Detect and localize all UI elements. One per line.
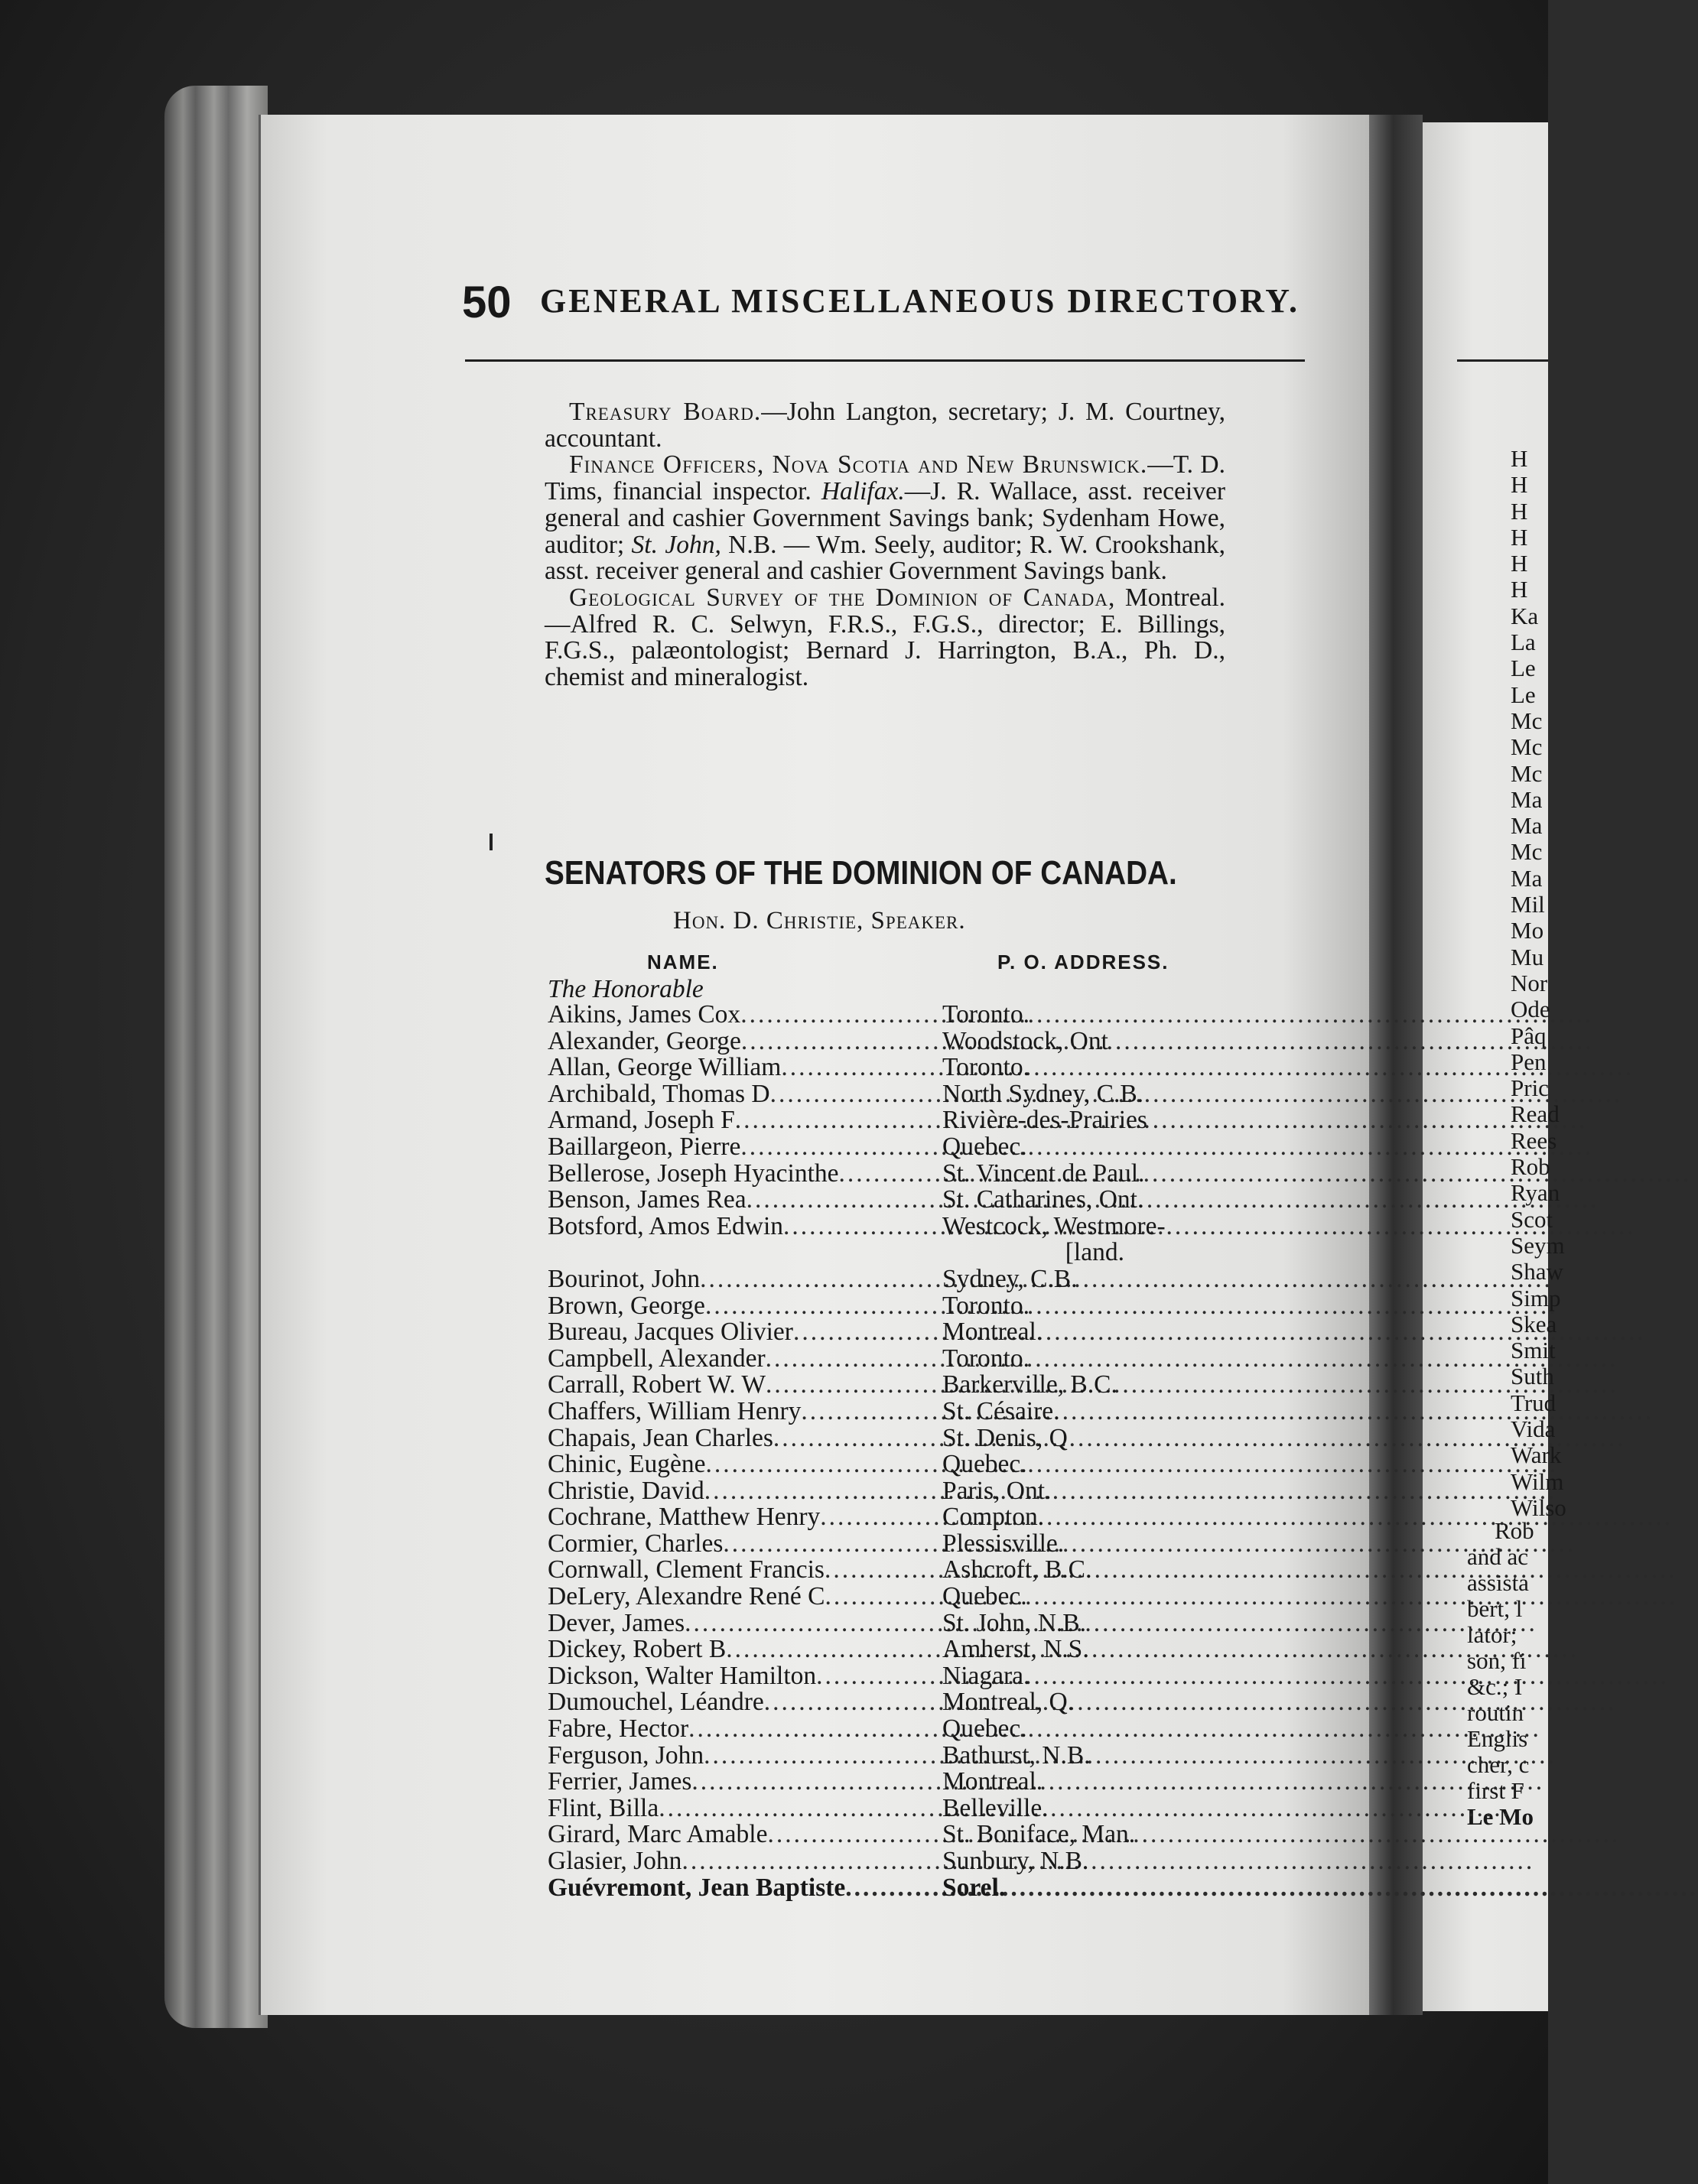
- senator-name: [548, 1584, 942, 1610]
- senator-name-text: Guévremont, Jean Baptiste: [548, 1873, 846, 1902]
- senator-address: Belleville.: [942, 1793, 1049, 1822]
- leader-dots: [659, 1793, 1511, 1822]
- senator-name-text: Brown, George: [548, 1291, 705, 1320]
- right-page-text-fragment: routin: [1467, 1699, 1524, 1726]
- senators-list: [548, 1002, 1236, 1901]
- senator-name-text: Baillargeon, Pierre: [548, 1132, 741, 1161]
- right-page-name-fragment: Wilm: [1511, 1467, 1564, 1495]
- senators-section-title: SENATORS OF THE DOMINION OF CANADA.: [545, 854, 1177, 892]
- senator-name-text: Dumouchel, Léandre: [548, 1688, 764, 1717]
- treasury-board-paragraph: [545, 399, 1225, 452]
- leader-dots: [726, 1636, 1579, 1663]
- finance-officers-text-c: N.B. — Wm. Seely, auditor; R. W. Crookshank, asst. receiver general and cashier Government Savings bank.: [545, 530, 1225, 586]
- senator-name: [548, 1504, 942, 1531]
- senator-name: [548, 1769, 942, 1796]
- right-page-name-fragment: La: [1511, 629, 1536, 656]
- senator-name-text: Chinic, Eugène: [548, 1450, 706, 1479]
- right-page-name-fragment: Suth: [1511, 1363, 1554, 1390]
- senator-address: Sunbury, N.B.: [942, 1847, 1089, 1875]
- senator-name: [548, 1610, 942, 1637]
- senator-entry: [548, 1504, 1236, 1531]
- geological-survey-text: Montreal.—Alfred R. C. Selwyn, F.R.S., F.G.S., director; E. Billings, F.G.S., palæontologist; Bernard J. Harrington, B.A., Ph. D., chemist and mineralogist.: [545, 583, 1225, 692]
- speaker-line: Hon. D. Christie, Speaker.: [673, 907, 966, 934]
- senator-address: Ashcroft, B.C.: [942, 1555, 1092, 1584]
- right-page-name-fragment: Seym: [1511, 1231, 1565, 1259]
- senator-entry: [548, 1161, 1236, 1188]
- senator-name: [548, 1134, 942, 1161]
- senator-name-text: Chapais, Jean Charles: [548, 1423, 773, 1452]
- leader-dots: [801, 1396, 1654, 1425]
- senator-address: Sorel.: [942, 1873, 1006, 1902]
- leader-dots: [681, 1848, 1534, 1875]
- right-page-name-fragment: Mc: [1511, 733, 1543, 761]
- right-page-text-fragment: Rob: [1495, 1517, 1534, 1544]
- right-page-name-fragment: Skea: [1511, 1310, 1557, 1337]
- senator-address: St. Denis, Q: [942, 1423, 1068, 1452]
- senator-name-text: Campbell, Alexander: [548, 1344, 766, 1373]
- column-header-name: NAME.: [647, 951, 719, 973]
- senator-name: [548, 1557, 942, 1584]
- right-page-name-fragment: Mu: [1511, 943, 1544, 970]
- senator-name: [548, 1478, 942, 1505]
- senator-name-text: Ferrier, James: [548, 1767, 692, 1796]
- senator-entry: [548, 1769, 1236, 1796]
- right-page-text-fragment: Le Mo: [1467, 1803, 1534, 1830]
- leader-dots: [766, 1372, 1618, 1399]
- senator-entry: [548, 1187, 1236, 1214]
- senator-entry: [548, 1240, 1236, 1266]
- senator-name-text: Dever, James: [548, 1608, 685, 1637]
- senator-name: [548, 1161, 942, 1188]
- senator-name: [548, 1425, 942, 1452]
- leader-dots: [735, 1107, 1588, 1134]
- senator-name-text: Fabre, Hector: [548, 1714, 689, 1744]
- right-page-name-fragment: Vida: [1511, 1415, 1556, 1442]
- senator-entry: [548, 1478, 1236, 1505]
- senator-name-text: Bourinot, John: [548, 1264, 701, 1293]
- senator-address: Niagara.: [942, 1661, 1030, 1690]
- treasury-board-text: —John Langton, secretary; J. M. Courtney, accountant.: [545, 398, 1225, 453]
- leader-dots: [685, 1610, 1537, 1637]
- right-page-name-fragment: Mc: [1511, 838, 1543, 866]
- right-page-text-fragment: cher, c: [1467, 1751, 1530, 1778]
- senator-name: [548, 1026, 942, 1055]
- senator-name-text: Dickson, Walter Hamilton: [548, 1661, 817, 1690]
- finance-officers-paragraph: [545, 452, 1225, 585]
- right-page-name-fragment: Trud: [1511, 1389, 1556, 1416]
- leader-dots: [688, 1716, 1541, 1743]
- senator-name: [548, 1107, 942, 1134]
- senator-name-text: Bellerose, Joseph Hyacinthe: [548, 1159, 839, 1188]
- right-page-name-fragment: Scot: [1511, 1205, 1553, 1233]
- senator-name: [548, 1531, 942, 1558]
- right-page-header-rule: [1457, 359, 1548, 362]
- senator-name-text: Glasier, John: [548, 1847, 682, 1875]
- senator-entry: [548, 1396, 1236, 1425]
- senator-entry: [548, 1026, 1236, 1055]
- senator-entry: [548, 1740, 1236, 1770]
- senator-address: Toronto.: [942, 1291, 1030, 1320]
- senator-entry: [548, 1319, 1236, 1346]
- senator-address: North Sydney, C.B.: [942, 1079, 1144, 1108]
- senator-name-text: Flint, Billa: [548, 1793, 659, 1822]
- senator-name-text: Archibald, Thomas D: [548, 1079, 770, 1108]
- senator-address: Amherst, N.S.: [942, 1635, 1089, 1664]
- right-page-name-fragment: H: [1511, 497, 1528, 525]
- senator-name-text: DeLery, Alexandre René C: [548, 1582, 825, 1611]
- right-page-text-fragment: lator;: [1467, 1621, 1517, 1648]
- right-page-name-fragment: Ode: [1511, 996, 1550, 1023]
- senator-address: Westcock, Westmore-: [942, 1211, 1166, 1240]
- senator-address: Toronto.: [942, 1053, 1030, 1082]
- right-page-name-fragment: H: [1511, 471, 1528, 499]
- leader-dots: [764, 1689, 1617, 1716]
- senator-entry: [548, 1663, 1236, 1690]
- right-page-name-fragment: Wilso: [1511, 1493, 1566, 1521]
- right-page-name-fragment: Wark: [1511, 1441, 1562, 1469]
- right-page-name-fragment: Pric: [1511, 1074, 1549, 1102]
- senator-address: Montreal, Q.: [942, 1688, 1075, 1717]
- right-page-name-fragment: Ka: [1511, 602, 1539, 629]
- leader-dots: [704, 1478, 1557, 1505]
- senator-address: Quebec.: [942, 1450, 1027, 1479]
- senator-address: Woodstock, Ont: [942, 1026, 1108, 1055]
- senator-address: Quebec.: [942, 1132, 1027, 1161]
- senator-name: [548, 1875, 942, 1902]
- senator-name: [548, 1346, 942, 1373]
- senator-address: Compton.: [942, 1503, 1045, 1532]
- right-page-text-fragment: bert, l: [1467, 1595, 1523, 1622]
- leader-dots: [740, 1134, 1593, 1161]
- senator-entry: [548, 1266, 1236, 1293]
- senator-entry: [548, 1002, 1236, 1029]
- right-page-name-fragment: Smit: [1511, 1337, 1556, 1364]
- senator-name: [548, 1740, 942, 1770]
- senator-name-text: Armand, Joseph F: [548, 1106, 735, 1135]
- senator-entry: [548, 1372, 1236, 1399]
- right-page-text-fragment: son, fi: [1467, 1647, 1527, 1674]
- right-page-name-fragment: Read: [1511, 1100, 1560, 1128]
- right-page-name-fragment: Shaw: [1511, 1258, 1563, 1285]
- senator-address: Rivière-des-Prairies: [942, 1106, 1147, 1135]
- senator-name: [548, 1372, 942, 1399]
- senator-entry: [548, 1134, 1236, 1161]
- senator-name: [548, 1293, 942, 1320]
- right-page-name-fragment: Nor: [1511, 969, 1548, 996]
- leader-dots: [691, 1769, 1544, 1796]
- senator-address: St. Catharines, Ont.: [942, 1185, 1144, 1214]
- senator-entry: [548, 1531, 1236, 1558]
- senator-address: Montreal.: [942, 1318, 1043, 1347]
- senator-address: Toronto.: [942, 1344, 1030, 1373]
- senator-name: [548, 1689, 942, 1716]
- finance-officers-place-st-john: St. John,: [631, 530, 721, 559]
- finance-officers-label: Finance Officers, Nova Scotia and New Brunswick.: [569, 450, 1148, 479]
- senator-name-text: Bureau, Jacques Olivier: [548, 1318, 793, 1347]
- right-page-name-fragment: H: [1511, 523, 1528, 551]
- right-page-name-fragment: Mil: [1511, 891, 1545, 918]
- senator-entry: [548, 1425, 1236, 1452]
- senator-name: [548, 1793, 942, 1822]
- right-page-name-fragment: Pâq: [1511, 1022, 1547, 1049]
- senator-name-text: Christie, David: [548, 1476, 704, 1505]
- right-page-name-fragment: Le: [1511, 681, 1536, 708]
- senator-name-text: Girard, Marc Amable: [548, 1820, 768, 1849]
- senator-name-text: Ferguson, John: [548, 1740, 704, 1770]
- page-number: 50: [462, 278, 512, 327]
- right-page-name-fragment: Le: [1511, 655, 1536, 682]
- right-page-name-fragment: Mc: [1511, 759, 1543, 787]
- right-page-name-fragment: Ma: [1511, 812, 1543, 840]
- senator-name-text: Allan, George William: [548, 1053, 782, 1082]
- senator-address: Bathurst, N.B.: [942, 1740, 1091, 1770]
- senator-address: [land.: [1065, 1238, 1124, 1267]
- leader-dots: [766, 1346, 1618, 1373]
- leader-dots: [700, 1266, 1553, 1293]
- senator-address: Toronto.: [942, 1000, 1030, 1029]
- leader-dots: [767, 1822, 1620, 1848]
- leader-dots: [773, 1425, 1626, 1452]
- senator-entry: [548, 1211, 1236, 1240]
- senator-name-text: Cornwall, Clement Francis: [548, 1555, 825, 1584]
- senator-address: St. Césaire.: [942, 1396, 1060, 1425]
- right-page-name-fragment: Rees: [1511, 1126, 1557, 1154]
- leader-dots: [704, 1740, 1556, 1770]
- leader-dots: [740, 1002, 1593, 1029]
- right-page-text-fragment: Englis: [1467, 1725, 1528, 1752]
- senator-name-text: Botsford, Amos Edwin: [548, 1211, 784, 1240]
- senator-entry: [548, 1716, 1236, 1743]
- right-page-name-fragment: Ryan: [1511, 1179, 1560, 1207]
- finance-officers-place-halifax: Halifax.: [821, 477, 905, 506]
- senator-entry: [548, 1822, 1236, 1848]
- right-page-name-fragment: Mo: [1511, 917, 1544, 944]
- senator-entry: [548, 1636, 1236, 1663]
- senator-address: Sydney, C.B.: [942, 1264, 1078, 1293]
- intro-paragraphs: [545, 399, 1225, 691]
- senator-name: [548, 1055, 942, 1081]
- senator-entry: [548, 1107, 1236, 1134]
- senator-name: [548, 1211, 942, 1240]
- honorable-prefix: The Honorable: [548, 975, 704, 1003]
- right-page-name-fragment: H: [1511, 576, 1528, 603]
- senator-entry: [548, 1081, 1236, 1108]
- treasury-board-label: Treasury Board.: [569, 398, 762, 426]
- senator-name: [548, 1848, 942, 1875]
- leader-dots: [770, 1081, 1623, 1108]
- senator-name: [548, 1636, 942, 1663]
- senator-entry: [548, 1451, 1236, 1478]
- leader-dots: [741, 1026, 1594, 1055]
- senator-address: Quebec.: [942, 1582, 1027, 1611]
- senator-address: St. Boniface, Man.: [942, 1820, 1136, 1849]
- senator-entry: [548, 1848, 1236, 1875]
- book-page-edges: [164, 86, 268, 2028]
- senator-address: St. John, N.B.: [942, 1608, 1087, 1637]
- senator-name-text: Dickey, Robert B: [548, 1635, 727, 1664]
- leader-dots: [747, 1187, 1599, 1214]
- right-page-name-fragment: Simp: [1511, 1284, 1561, 1311]
- senator-address: Plessisville.: [942, 1529, 1065, 1558]
- leader-dots: [781, 1055, 1634, 1081]
- leader-dots: [706, 1451, 1559, 1478]
- senator-name-text: Aikins, James Cox: [548, 1000, 741, 1029]
- senator-name-text: Cochrane, Matthew Henry: [548, 1503, 821, 1532]
- margin-mark: [490, 834, 493, 850]
- senator-entry: [548, 1875, 1236, 1902]
- senator-name: [548, 1716, 942, 1743]
- senator-name: [548, 1266, 942, 1293]
- leader-dots: [705, 1293, 1558, 1320]
- leader-dots: [793, 1319, 1646, 1346]
- senator-name: [548, 1396, 942, 1425]
- senator-name: [548, 1822, 942, 1848]
- running-head: GENERAL MISCELLANEOUS DIRECTORY.: [540, 282, 1300, 320]
- senator-name-text: Benson, James Rea: [548, 1185, 747, 1214]
- right-page-name-fragment: Ma: [1511, 785, 1543, 813]
- senator-entry: [548, 1293, 1236, 1320]
- senator-address: Montreal.: [942, 1767, 1043, 1796]
- senator-name-text: Chaffers, William Henry: [548, 1396, 802, 1425]
- senator-name-text: Cormier, Charles: [548, 1529, 724, 1558]
- senator-entry: [548, 1793, 1236, 1822]
- right-page-text-fragment: and ac: [1467, 1543, 1529, 1570]
- senator-entry: [548, 1689, 1236, 1716]
- senator-name: [548, 1187, 942, 1214]
- senator-entry: [548, 1557, 1236, 1584]
- right-page-name-fragment: Mc: [1511, 707, 1543, 734]
- senator-name: [548, 1663, 942, 1690]
- right-page-name-fragment: H: [1511, 445, 1528, 472]
- right-page-name-fragment: Ma: [1511, 864, 1543, 892]
- senator-address: Barkerville, B.C.: [942, 1370, 1117, 1399]
- senator-name-text: Alexander, George: [548, 1026, 741, 1055]
- senator-entry: [548, 1584, 1236, 1610]
- senator-address: Paris, Ont.: [942, 1476, 1052, 1505]
- right-page-name-fragment: H: [1511, 550, 1528, 577]
- senator-name-text: Carrall, Robert W. W: [548, 1370, 766, 1399]
- right-page-name-fragment: Pen: [1511, 1048, 1547, 1075]
- geological-survey-paragraph: [545, 585, 1225, 691]
- leader-dots: [723, 1531, 1576, 1558]
- finance-officers-text-b: —J. R. Wallace, asst. receiver general and cashier Government Savings bank; Sydenham Howe, auditor;: [545, 477, 1225, 559]
- senator-name: [548, 1002, 942, 1029]
- senator-name: [548, 1319, 942, 1346]
- right-page-text-fragment: first F: [1467, 1777, 1524, 1804]
- header-rule: [465, 359, 1305, 362]
- right-page-name-fragment: Rob: [1511, 1153, 1550, 1181]
- senator-address: St. Vincent de Paul.: [942, 1159, 1145, 1188]
- senator-name: [548, 1451, 942, 1478]
- senator-entry: [548, 1346, 1236, 1373]
- senator-entry: [548, 1055, 1236, 1081]
- right-page-text-fragment: assista: [1467, 1569, 1529, 1596]
- senator-name: [548, 1081, 942, 1108]
- geological-survey-label: Geological Survey of the Dominion of Canada,: [569, 583, 1116, 612]
- senator-entry: [548, 1610, 1236, 1637]
- right-page-text-fragment: &c.; I: [1467, 1673, 1523, 1700]
- column-header-address: P. O. ADDRESS.: [997, 951, 1169, 973]
- leader-dots: [783, 1211, 1636, 1240]
- senator-address: Quebec.: [942, 1714, 1027, 1744]
- finance-officers-text-a: —T. D. Tims, financial inspector.: [545, 450, 1225, 506]
